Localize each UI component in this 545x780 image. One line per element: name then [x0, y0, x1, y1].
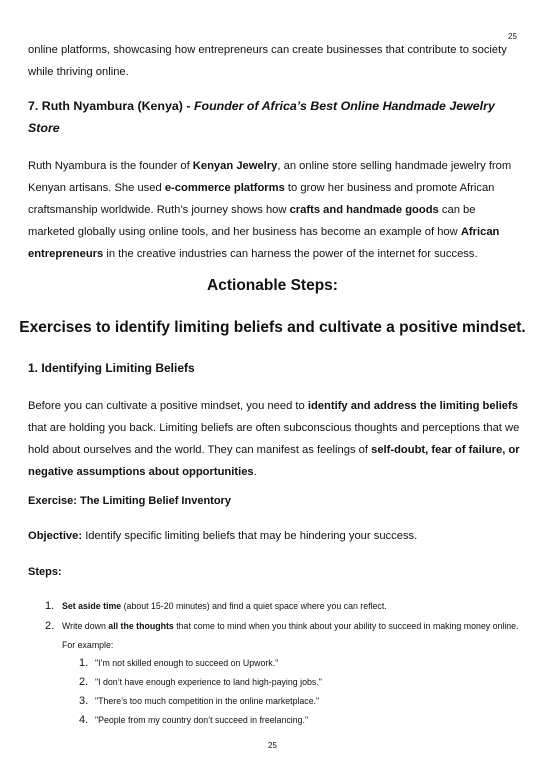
profile-paragraph	[28, 155, 520, 265]
text-run: (about 15-20 minutes) and find a quiet space where you can reflect.	[121, 601, 387, 611]
example-text: "People from my country don’t succeed in freelancing."	[95, 715, 309, 725]
bold-run: identify and address the limiting beliefs	[307, 400, 518, 412]
step-item	[45, 597, 515, 616]
profile-heading	[28, 95, 520, 139]
exercises-title: Exercises to identify limiting beliefs and cultivate a positive mindset.	[19, 319, 526, 336]
text-run: can be marketed globally using online tools, and her business has become an example of how	[28, 204, 476, 238]
step-item	[45, 617, 522, 655]
bold-run: all the thoughts	[108, 621, 174, 631]
objective-label: Objective:	[28, 530, 83, 542]
step-number: 2.	[45, 620, 55, 632]
page-number-top: 25	[508, 32, 517, 41]
text-run: Write down	[62, 621, 109, 631]
text-run: Ruth Nyambura is the founder of	[28, 160, 193, 172]
step-number: 1.	[45, 600, 55, 612]
text-run: to grow her business and promote African craftsmanship worldwide. Ruth’s journey shows how	[28, 182, 495, 216]
bold-run: self-doubt, fear of failure, or negative assumptions about opportunities	[28, 444, 520, 478]
page-number-bottom: 25	[268, 741, 277, 750]
example-text: "There’s too much competition in the online marketplace."	[95, 696, 320, 706]
text-run: that come to mind when you think about your ability to succeed in making money online. For example:	[62, 621, 519, 650]
example-item	[79, 692, 509, 711]
example-item	[79, 673, 509, 692]
text-run: Before you can cultivate a positive mindset, you need to	[28, 400, 308, 412]
bold-run: e-commerce platforms	[164, 182, 285, 194]
text-run: that are holding you back. Limiting beliefs are often subconscious thoughts and perceptions that we hold about ourselves and the world. They can manifest as feelings of	[28, 422, 520, 456]
example-number: 1.	[79, 657, 89, 669]
example-item	[79, 654, 509, 673]
section-paragraph	[28, 395, 520, 483]
bold-run: Kenyan Jewelry	[192, 160, 278, 172]
example-number: 4.	[79, 714, 89, 726]
bold-run: Set aside time	[62, 601, 122, 611]
section-heading: 1. Identifying Limiting Beliefs	[28, 361, 195, 375]
text-run: in the creative industries can harness the power of the internet for success.	[103, 248, 478, 260]
text-run: , an online store selling handmade jewelry from Kenyan artisans. She used	[28, 160, 512, 194]
intro-paragraph: online platforms, showcasing how entrepreneurs can create businesses that contribute to society while thriving online.	[28, 44, 507, 78]
exercise-title: Exercise: The Limiting Belief Inventory	[28, 495, 231, 507]
example-item	[79, 711, 509, 730]
bold-run: crafts and handmade goods	[289, 204, 439, 216]
bold-run: African entrepreneurs	[28, 226, 500, 260]
example-text: "I’m not skilled enough to succeed on Upwork."	[95, 658, 279, 668]
steps-label: Steps:	[28, 566, 62, 578]
example-number: 3.	[79, 695, 89, 707]
objective-line	[28, 530, 417, 542]
example-text: "I don’t have enough experience to land high-paying jobs."	[95, 677, 322, 687]
example-number: 2.	[79, 676, 89, 688]
actionable-steps-title: Actionable Steps:	[207, 277, 338, 294]
profile-heading-role: Founder of Africa’s Best Online Handmade Jewelry Store	[28, 99, 495, 135]
text-run: .	[253, 466, 257, 478]
profile-heading-name: 7. Ruth Nyambura (Kenya) -	[28, 99, 194, 113]
objective-text: Identify specific limiting beliefs that may be hindering your success.	[82, 530, 418, 542]
